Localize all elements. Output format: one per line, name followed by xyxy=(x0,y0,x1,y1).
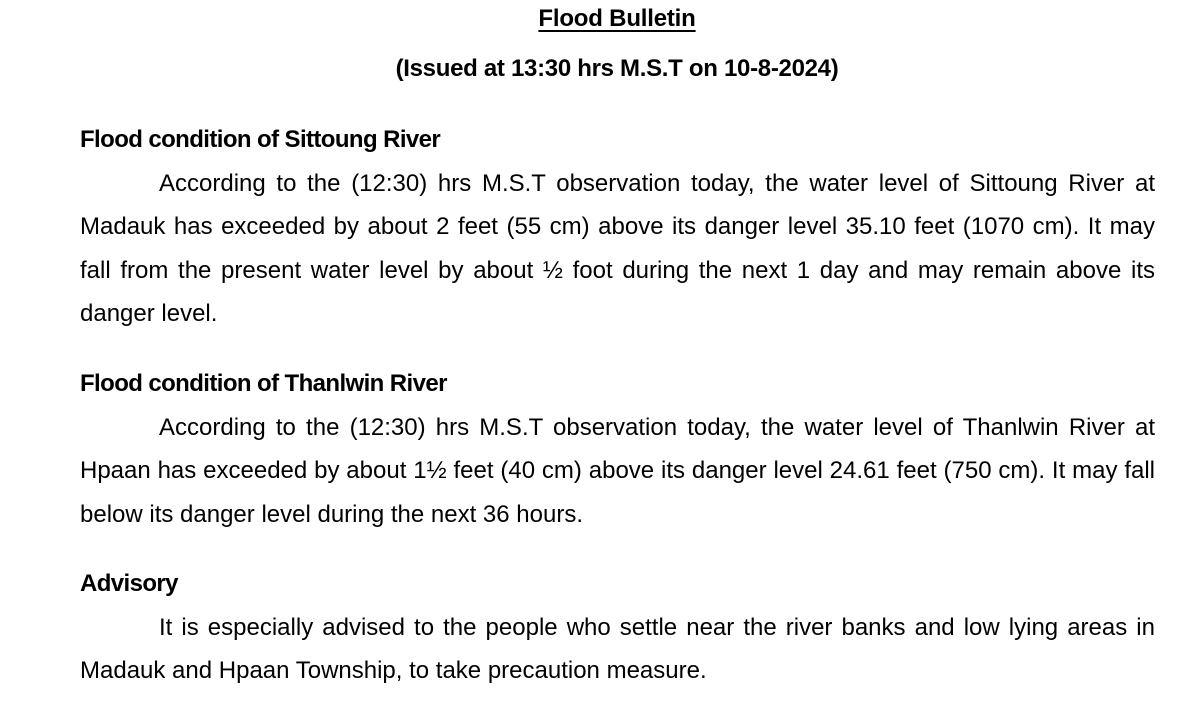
thanlwin-section-heading: Flood condition of Thanlwin River xyxy=(80,370,447,397)
sittoung-section-heading: Flood condition of Sittoung River xyxy=(80,126,441,153)
sittoung-section-body: According to the (12:30) hrs M.S.T observation today, the water level of Sittoung River at Madauk has exceeded by about 2 feet (55 cm) above its danger level 35.10 feet (1070 cm). It may fall from the present water level by about ½ foot during the next 1 day and may remain above its danger level. xyxy=(80,170,1155,327)
thanlwin-section-body: According to the (12:30) hrs M.S.T observation today, the water level of Thanlwin River at Hpaan has exceeded by about 1½ feet (40 cm) above its danger level 24.61 feet (750 cm). It may fall below its danger level during the next 36 hours. xyxy=(80,414,1155,528)
bulletin-title: Flood Bulletin xyxy=(538,5,696,32)
advisory-body: It is especially advised to the people who settle near the river banks and low lying areas in Madauk and Hpaan Township, to take precaution measure. xyxy=(80,614,1155,685)
issue-time-subtitle: (Issued at 13:30 hrs M.S.T on 10-8-2024) xyxy=(395,55,839,82)
advisory-heading: Advisory xyxy=(80,570,178,597)
